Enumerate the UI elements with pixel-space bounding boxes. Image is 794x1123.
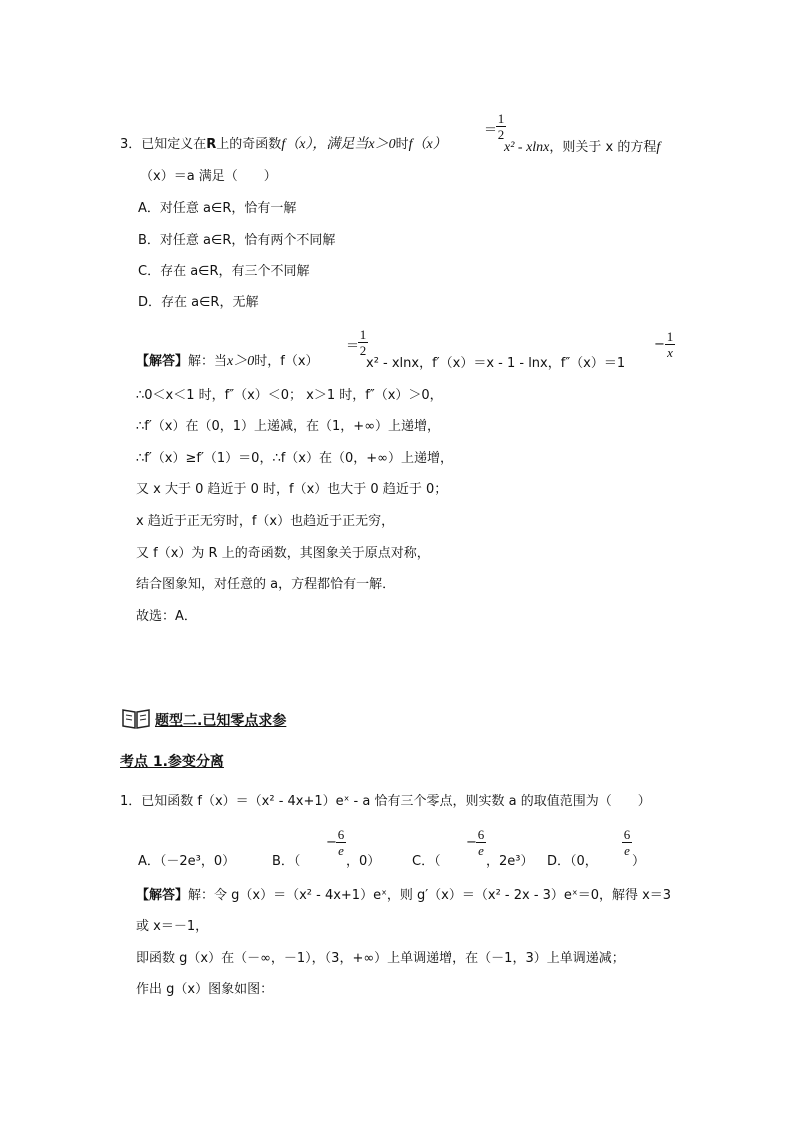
q3-option-b: B．对任意 a∈R，恰有两个不同解 xyxy=(138,233,336,248)
sol1-line1: 【解答】解：令 g（x）＝（x² - 4x+1）eˣ，则 g′（x）＝（x² - 2x - 3）eˣ＝0，解得 x＝3 xyxy=(136,888,672,903)
open-book-icon xyxy=(121,707,151,729)
sol3-line9: 故选：A． xyxy=(136,609,197,624)
q1-option-c-close: ，2e³） xyxy=(486,854,534,869)
sol3-line2: ∴0＜x＜1 时，f″（x）＜0； x＞1 时，f″（x）＞0， xyxy=(136,388,443,403)
kaodian-title: 考点 1.参变分离 xyxy=(120,754,224,770)
q1-option-b-minus: − xyxy=(326,835,337,850)
q1-option-c-minus: − xyxy=(466,835,477,850)
real-set-R: R xyxy=(206,137,217,152)
q1-option-d-close: ） xyxy=(632,854,646,869)
sol3-equals-raised: ＝ xyxy=(346,339,360,354)
section-title: 题型二.已知零点求参 xyxy=(155,713,287,729)
sol1-line2: 或 x＝－1， xyxy=(136,919,209,934)
q1-option-b-fraction: 6 e xyxy=(337,827,345,858)
q1-option-b-open: B．（ xyxy=(272,854,301,869)
q3-option-c: C．存在 a∈R，有三个不同解 xyxy=(138,264,310,279)
q1-stem: 1．已知函数 f（x）＝（x² - 4x+1）eˣ - a 恰有三个零点，则实数 a 的取值范围为（ ） xyxy=(120,794,651,809)
q3-line2: （x）＝a 满足（ ） xyxy=(140,169,277,184)
sol3-half-fraction: 1 2 xyxy=(359,327,367,358)
sol3-line1-tail: x² - xlnx，f′（x）＝x - 1 - lnx，f″（x）＝1 xyxy=(366,356,626,371)
sol3-line1: 【解答】解：当x＞0时，f（x） xyxy=(136,354,319,369)
sol3-line4: ∴f′（x）≥f′（1）＝0，∴f（x）在（0，+∞）上递增， xyxy=(136,451,453,466)
sol3-minus: − xyxy=(654,337,665,352)
q1-option-d-open: D．（0， xyxy=(547,854,598,869)
answer-tag: 【解答】 xyxy=(136,888,189,903)
q1-option-b-close: ，0） xyxy=(346,854,381,869)
q3-option-d: D．存在 a∈R，无解 xyxy=(138,295,259,310)
sol3-line7: 又 f（x）为 R 上的奇函数，其图象关于原点对称， xyxy=(136,546,430,561)
q3-option-a: A．对任意 a∈R，恰有一解 xyxy=(138,201,297,216)
sol3-reciprocal-fraction: 1 x xyxy=(666,329,674,360)
answer-tag: 【解答】 xyxy=(136,354,189,369)
q3-equals-raised: ＝ xyxy=(484,123,498,138)
q3-line1: 3．已知定义在R上的奇函数f（x），满足当x＞0时f（x） xyxy=(120,137,447,152)
q1-option-a: A．（－2e³，0） xyxy=(138,854,236,869)
q1-option-c-fraction: 6 e xyxy=(477,827,485,858)
q1-option-c-open: C．（ xyxy=(412,854,441,869)
q3-half-fraction: 1 2 xyxy=(497,111,505,142)
sol1-line4: 作出 g（x）图象如图： xyxy=(136,982,274,997)
sol3-line3: ∴f′（x）在（0，1）上递减，在（1，+∞）上递增， xyxy=(136,419,441,434)
sol3-line5: 又 x 大于 0 趋近于 0 时，f（x）也大于 0 趋近于 0； xyxy=(136,482,448,497)
q1-option-d-fraction: 6 e xyxy=(623,827,631,858)
sol3-line6: x 趋近于正无穷时，f（x）也趋近于正无穷， xyxy=(136,514,395,529)
sol1-line3: 即函数 g（x）在（－∞，－1），（3，+∞）上单调递增，在（－1，3）上单调递减； xyxy=(136,951,625,966)
sol3-line8: 结合图象知，对任意的 a，方程都恰有一解． xyxy=(136,577,396,592)
q3-line1-tail: x² - xlnx，则关于 x 的方程f xyxy=(504,140,661,155)
